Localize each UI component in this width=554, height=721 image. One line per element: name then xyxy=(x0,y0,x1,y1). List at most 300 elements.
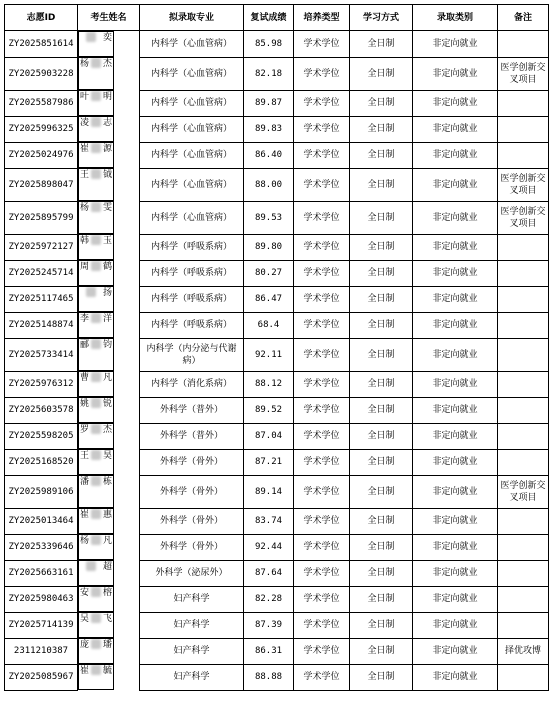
table-row xyxy=(5,260,549,286)
note-cell xyxy=(498,612,549,638)
table-header-row xyxy=(5,5,549,31)
redacted-char xyxy=(91,339,101,349)
student-name xyxy=(80,91,112,115)
name-cell xyxy=(78,586,114,612)
id-cell: ZY2025972127 xyxy=(5,234,78,260)
mode-cell: 全日制 xyxy=(350,475,413,508)
name-first-char: 杨 xyxy=(80,536,90,546)
name-first-char: 杨 xyxy=(80,203,90,213)
note-cell xyxy=(498,534,549,560)
type-cell: 学术学位 xyxy=(294,57,350,90)
mode-cell: 全日制 xyxy=(350,338,413,371)
header-score: 复试成绩 xyxy=(244,5,294,31)
student-name xyxy=(80,235,112,259)
type-cell: 学术学位 xyxy=(294,371,350,397)
note-cell: 择优攻博 xyxy=(498,638,549,664)
redacted-char xyxy=(91,372,101,382)
type-cell: 学术学位 xyxy=(294,397,350,423)
category-cell: 非定向就业 xyxy=(413,142,498,168)
name-first-char: 凌 xyxy=(80,118,90,128)
score-cell: 88.12 xyxy=(244,371,294,397)
category-cell: 非定向就业 xyxy=(413,612,498,638)
header-mode: 学习方式 xyxy=(350,5,413,31)
mode-cell: 全日制 xyxy=(350,90,413,116)
major-cell: 内科学（消化系病） xyxy=(140,371,244,397)
redacted-char xyxy=(91,509,101,519)
score-cell: 89.14 xyxy=(244,475,294,508)
name-first-char: 李 xyxy=(80,314,90,324)
id-cell: ZY2025996325 xyxy=(5,116,78,142)
student-name xyxy=(80,450,112,474)
student-name xyxy=(80,117,112,141)
category-cell: 非定向就业 xyxy=(413,260,498,286)
redacted-char xyxy=(91,202,101,212)
score-cell: 89.83 xyxy=(244,116,294,142)
name-first-char: 杨 xyxy=(80,59,90,69)
student-name xyxy=(80,372,112,396)
mode-cell: 全日制 xyxy=(350,371,413,397)
redacted-char xyxy=(91,665,101,675)
mode-cell: 全日制 xyxy=(350,423,413,449)
mode-cell: 全日制 xyxy=(350,116,413,142)
note-cell xyxy=(498,90,549,116)
score-cell: 92.11 xyxy=(244,338,294,371)
id-cell: ZY2025903228 xyxy=(5,57,78,90)
header-major: 拟录取专业 xyxy=(140,5,244,31)
redacted-char xyxy=(86,32,96,42)
table-row xyxy=(5,638,549,664)
name-first-char: 周 xyxy=(80,262,90,272)
type-cell: 学术学位 xyxy=(294,638,350,664)
redacted-char xyxy=(86,561,96,571)
score-cell: 68.4 xyxy=(244,312,294,338)
redacted-char xyxy=(91,535,101,545)
category-cell: 非定向就业 xyxy=(413,664,498,690)
name-first-char: 郦 xyxy=(80,340,90,350)
table-row xyxy=(5,31,549,58)
score-cell: 80.27 xyxy=(244,260,294,286)
type-cell: 学术学位 xyxy=(294,508,350,534)
note-cell xyxy=(498,397,549,423)
name-cell xyxy=(78,371,114,397)
redacted-char xyxy=(91,424,101,434)
name-last-char: 栋 xyxy=(102,477,112,487)
id-cell: ZY2025663161 xyxy=(5,560,78,586)
note-cell xyxy=(498,234,549,260)
name-last-char: 玉 xyxy=(102,236,112,246)
name-first-char: 崔 xyxy=(80,144,90,154)
major-cell: 外科学（骨外） xyxy=(140,475,244,508)
table-row xyxy=(5,508,549,534)
redacted-char xyxy=(91,398,101,408)
name-first-char: 王 xyxy=(80,170,90,180)
name-last-char: 扬 xyxy=(102,288,112,298)
note-cell xyxy=(498,142,549,168)
major-cell: 内科学（内分泌与代谢病） xyxy=(140,338,244,371)
score-cell: 89.52 xyxy=(244,397,294,423)
name-last-char: 凡 xyxy=(102,536,112,546)
id-cell: ZY2025989106 xyxy=(5,475,78,508)
table-row xyxy=(5,586,549,612)
mode-cell: 全日制 xyxy=(350,142,413,168)
note-cell xyxy=(498,116,549,142)
name-cell xyxy=(78,423,114,449)
id-cell: ZY2025980463 xyxy=(5,586,78,612)
table-row xyxy=(5,612,549,638)
category-cell: 非定向就业 xyxy=(413,57,498,90)
mode-cell: 全日制 xyxy=(350,286,413,312)
name-first-char: 姚 xyxy=(80,399,90,409)
table-row xyxy=(5,168,549,201)
redacted-char xyxy=(91,313,101,323)
note-cell xyxy=(498,260,549,286)
redacted-char xyxy=(91,143,101,153)
type-cell: 学术学位 xyxy=(294,201,350,234)
category-cell: 非定向就业 xyxy=(413,286,498,312)
student-name xyxy=(80,587,112,611)
student-name xyxy=(80,32,112,56)
redacted-char xyxy=(91,476,101,486)
type-cell: 学术学位 xyxy=(294,560,350,586)
table-row xyxy=(5,286,549,312)
category-cell: 非定向就业 xyxy=(413,397,498,423)
id-cell: ZY2025895799 xyxy=(5,201,78,234)
category-cell: 非定向就业 xyxy=(413,638,498,664)
redacted-char xyxy=(91,169,101,179)
id-cell: ZY2025714139 xyxy=(5,612,78,638)
student-name xyxy=(80,561,112,585)
id-cell: ZY2025339646 xyxy=(5,534,78,560)
type-cell: 学术学位 xyxy=(294,612,350,638)
category-cell: 非定向就业 xyxy=(413,449,498,475)
major-cell: 内科学（心血管病） xyxy=(140,57,244,90)
student-name xyxy=(80,424,112,448)
table-row xyxy=(5,423,549,449)
note-cell xyxy=(498,31,549,58)
name-last-char: 飞 xyxy=(102,614,112,624)
note-cell xyxy=(498,586,549,612)
type-cell: 学术学位 xyxy=(294,116,350,142)
major-cell: 妇产科学 xyxy=(140,664,244,690)
mode-cell: 全日制 xyxy=(350,664,413,690)
redacted-char xyxy=(91,117,101,127)
table-row xyxy=(5,142,549,168)
type-cell: 学术学位 xyxy=(294,286,350,312)
id-cell: ZY2025587986 xyxy=(5,90,78,116)
name-last-char: 明 xyxy=(102,92,112,102)
category-cell: 非定向就业 xyxy=(413,201,498,234)
mode-cell: 全日制 xyxy=(350,312,413,338)
score-cell: 92.44 xyxy=(244,534,294,560)
id-cell: ZY2025603578 xyxy=(5,397,78,423)
table-row xyxy=(5,664,549,690)
redacted-char xyxy=(91,613,101,623)
id-cell: ZY2025085967 xyxy=(5,664,78,690)
header-id: 志愿ID xyxy=(5,5,78,31)
table-row xyxy=(5,338,549,371)
table-row xyxy=(5,201,549,234)
name-last-char: 奕 xyxy=(102,33,112,43)
type-cell: 学术学位 xyxy=(294,312,350,338)
name-last-char: 雯 xyxy=(102,203,112,213)
student-name xyxy=(80,261,112,285)
id-cell: ZY2025898047 xyxy=(5,168,78,201)
student-name xyxy=(80,613,112,637)
name-first-char: 安 xyxy=(80,588,90,598)
name-last-char: 锐 xyxy=(102,399,112,409)
score-cell: 86.40 xyxy=(244,142,294,168)
table-row xyxy=(5,560,549,586)
category-cell: 非定向就业 xyxy=(413,423,498,449)
score-cell: 87.04 xyxy=(244,423,294,449)
name-cell xyxy=(78,31,114,57)
major-cell: 妇产科学 xyxy=(140,638,244,664)
name-last-char: 昊 xyxy=(102,451,112,461)
table-row xyxy=(5,534,549,560)
header-category: 录取类别 xyxy=(413,5,498,31)
major-cell: 妇产科学 xyxy=(140,586,244,612)
name-cell xyxy=(78,234,114,260)
name-last-char: 源 xyxy=(102,144,112,154)
table-row xyxy=(5,397,549,423)
mode-cell: 全日制 xyxy=(350,168,413,201)
name-last-char: 惠 xyxy=(102,510,112,520)
score-cell: 87.64 xyxy=(244,560,294,586)
name-first-char: 崔 xyxy=(80,510,90,520)
major-cell: 妇产科学 xyxy=(140,612,244,638)
type-cell: 学术学位 xyxy=(294,142,350,168)
category-cell: 非定向就业 xyxy=(413,116,498,142)
name-cell xyxy=(78,664,114,690)
type-cell: 学术学位 xyxy=(294,423,350,449)
name-cell xyxy=(78,57,114,90)
mode-cell: 全日制 xyxy=(350,638,413,664)
id-cell: ZY2025733414 xyxy=(5,338,78,371)
mode-cell: 全日制 xyxy=(350,201,413,234)
note-cell xyxy=(498,312,549,338)
type-cell: 学术学位 xyxy=(294,534,350,560)
mode-cell: 全日制 xyxy=(350,397,413,423)
table-row xyxy=(5,57,549,90)
category-cell: 非定向就业 xyxy=(413,338,498,371)
table-row xyxy=(5,90,549,116)
name-last-char: 毓 xyxy=(102,666,112,676)
id-cell: ZY2025851614 xyxy=(5,31,78,58)
name-first-char: 韩 xyxy=(80,236,90,246)
id-cell: ZY2025013464 xyxy=(5,508,78,534)
category-cell: 非定向就业 xyxy=(413,312,498,338)
name-cell xyxy=(78,116,114,142)
major-cell: 外科学（普外） xyxy=(140,423,244,449)
note-cell: 医学创新交叉项目 xyxy=(498,201,549,234)
score-cell: 88.00 xyxy=(244,168,294,201)
student-name xyxy=(80,143,112,167)
type-cell: 学术学位 xyxy=(294,260,350,286)
major-cell: 内科学（呼吸系病） xyxy=(140,286,244,312)
type-cell: 学术学位 xyxy=(294,168,350,201)
name-last-char: 志 xyxy=(102,118,112,128)
name-first-char: 崔 xyxy=(80,666,90,676)
score-cell: 87.39 xyxy=(244,612,294,638)
note-cell xyxy=(498,286,549,312)
score-cell: 82.18 xyxy=(244,57,294,90)
name-cell xyxy=(78,449,114,475)
name-cell xyxy=(78,260,114,286)
redacted-char xyxy=(91,58,101,68)
score-cell: 89.53 xyxy=(244,201,294,234)
name-first-char: 吴 xyxy=(80,614,90,624)
mode-cell: 全日制 xyxy=(350,234,413,260)
name-cell xyxy=(78,338,114,371)
student-name xyxy=(80,476,112,507)
name-first-char: 庞 xyxy=(80,640,90,650)
note-cell xyxy=(498,371,549,397)
student-name xyxy=(80,398,112,422)
score-cell: 88.88 xyxy=(244,664,294,690)
major-cell: 外科学（骨外） xyxy=(140,449,244,475)
category-cell: 非定向就业 xyxy=(413,586,498,612)
redacted-char xyxy=(91,450,101,460)
mode-cell: 全日制 xyxy=(350,260,413,286)
name-last-char: 洋 xyxy=(102,314,112,324)
student-name xyxy=(80,287,112,311)
redacted-char xyxy=(91,91,101,101)
name-cell xyxy=(78,534,114,560)
note-cell xyxy=(498,664,549,690)
student-name xyxy=(80,202,112,233)
type-cell: 学术学位 xyxy=(294,234,350,260)
id-cell: ZY2025976312 xyxy=(5,371,78,397)
table-row xyxy=(5,312,549,338)
type-cell: 学术学位 xyxy=(294,586,350,612)
header-type: 培养类型 xyxy=(294,5,350,31)
table-row xyxy=(5,234,549,260)
major-cell: 内科学（心血管病） xyxy=(140,31,244,58)
table-row xyxy=(5,371,549,397)
note-cell xyxy=(498,338,549,371)
major-cell: 外科学（骨外） xyxy=(140,534,244,560)
header-note: 备注 xyxy=(498,5,549,31)
category-cell: 非定向就业 xyxy=(413,234,498,260)
major-cell: 外科学（骨外） xyxy=(140,508,244,534)
score-cell: 87.21 xyxy=(244,449,294,475)
mode-cell: 全日制 xyxy=(350,612,413,638)
name-cell xyxy=(78,142,114,168)
mode-cell: 全日制 xyxy=(350,449,413,475)
name-last-char: 钺 xyxy=(102,170,112,180)
category-cell: 非定向就业 xyxy=(413,90,498,116)
score-cell: 89.80 xyxy=(244,234,294,260)
student-name xyxy=(80,509,112,533)
student-name xyxy=(80,665,112,689)
redacted-char xyxy=(91,235,101,245)
id-cell: 2311210387 xyxy=(5,638,78,664)
student-name xyxy=(80,535,112,559)
id-cell: ZY2025024976 xyxy=(5,142,78,168)
name-cell xyxy=(78,286,114,312)
major-cell: 内科学（心血管病） xyxy=(140,116,244,142)
name-last-char: 钧 xyxy=(102,340,112,350)
id-cell: ZY2025168520 xyxy=(5,449,78,475)
category-cell: 非定向就业 xyxy=(413,534,498,560)
name-first-char: 叶 xyxy=(80,92,90,102)
id-cell: ZY2025598205 xyxy=(5,423,78,449)
note-cell xyxy=(498,508,549,534)
name-cell xyxy=(78,90,114,116)
id-cell: ZY2025148874 xyxy=(5,312,78,338)
note-cell: 医学创新交叉项目 xyxy=(498,57,549,90)
score-cell: 89.87 xyxy=(244,90,294,116)
major-cell: 内科学（心血管病） xyxy=(140,201,244,234)
admission-table xyxy=(4,4,549,691)
type-cell: 学术学位 xyxy=(294,449,350,475)
id-cell: ZY2025245714 xyxy=(5,260,78,286)
major-cell: 内科学（心血管病） xyxy=(140,90,244,116)
name-cell xyxy=(78,397,114,423)
category-cell: 非定向就业 xyxy=(413,560,498,586)
name-cell xyxy=(78,312,114,338)
name-first-char: 曹 xyxy=(80,373,90,383)
name-cell xyxy=(78,560,114,586)
major-cell: 外科学（泌尿外） xyxy=(140,560,244,586)
name-last-char: 杰 xyxy=(102,425,112,435)
table-body xyxy=(5,31,549,691)
major-cell: 内科学（心血管病） xyxy=(140,142,244,168)
name-cell xyxy=(78,168,114,201)
name-last-char: 榕 xyxy=(102,588,112,598)
type-cell: 学术学位 xyxy=(294,664,350,690)
name-cell xyxy=(78,508,114,534)
student-name xyxy=(80,339,112,370)
table-row xyxy=(5,475,549,508)
category-cell: 非定向就业 xyxy=(413,168,498,201)
category-cell: 非定向就业 xyxy=(413,508,498,534)
score-cell: 85.98 xyxy=(244,31,294,58)
category-cell: 非定向就业 xyxy=(413,371,498,397)
type-cell: 学术学位 xyxy=(294,90,350,116)
mode-cell: 全日制 xyxy=(350,586,413,612)
redacted-char xyxy=(91,261,101,271)
redacted-char xyxy=(91,639,101,649)
major-cell: 内科学（呼吸系病） xyxy=(140,312,244,338)
category-cell: 非定向就业 xyxy=(413,475,498,508)
type-cell: 学术学位 xyxy=(294,338,350,371)
note-cell: 医学创新交叉项目 xyxy=(498,475,549,508)
mode-cell: 全日制 xyxy=(350,560,413,586)
major-cell: 内科学（心血管病） xyxy=(140,168,244,201)
student-name xyxy=(80,169,112,200)
note-cell xyxy=(498,423,549,449)
note-cell: 医学创新交叉项目 xyxy=(498,168,549,201)
type-cell: 学术学位 xyxy=(294,31,350,58)
score-cell: 82.28 xyxy=(244,586,294,612)
name-last-char: 凡 xyxy=(102,373,112,383)
mode-cell: 全日制 xyxy=(350,508,413,534)
name-last-char: 超 xyxy=(102,562,112,572)
major-cell: 内科学（呼吸系病） xyxy=(140,260,244,286)
mode-cell: 全日制 xyxy=(350,534,413,560)
mode-cell: 全日制 xyxy=(350,31,413,58)
id-cell: ZY2025117465 xyxy=(5,286,78,312)
name-last-char: 鹤 xyxy=(102,262,112,272)
name-first-char: 罗 xyxy=(80,425,90,435)
name-cell xyxy=(78,638,114,664)
score-cell: 86.31 xyxy=(244,638,294,664)
name-cell xyxy=(78,201,114,234)
student-name xyxy=(80,313,112,337)
name-cell xyxy=(78,475,114,508)
score-cell: 86.47 xyxy=(244,286,294,312)
